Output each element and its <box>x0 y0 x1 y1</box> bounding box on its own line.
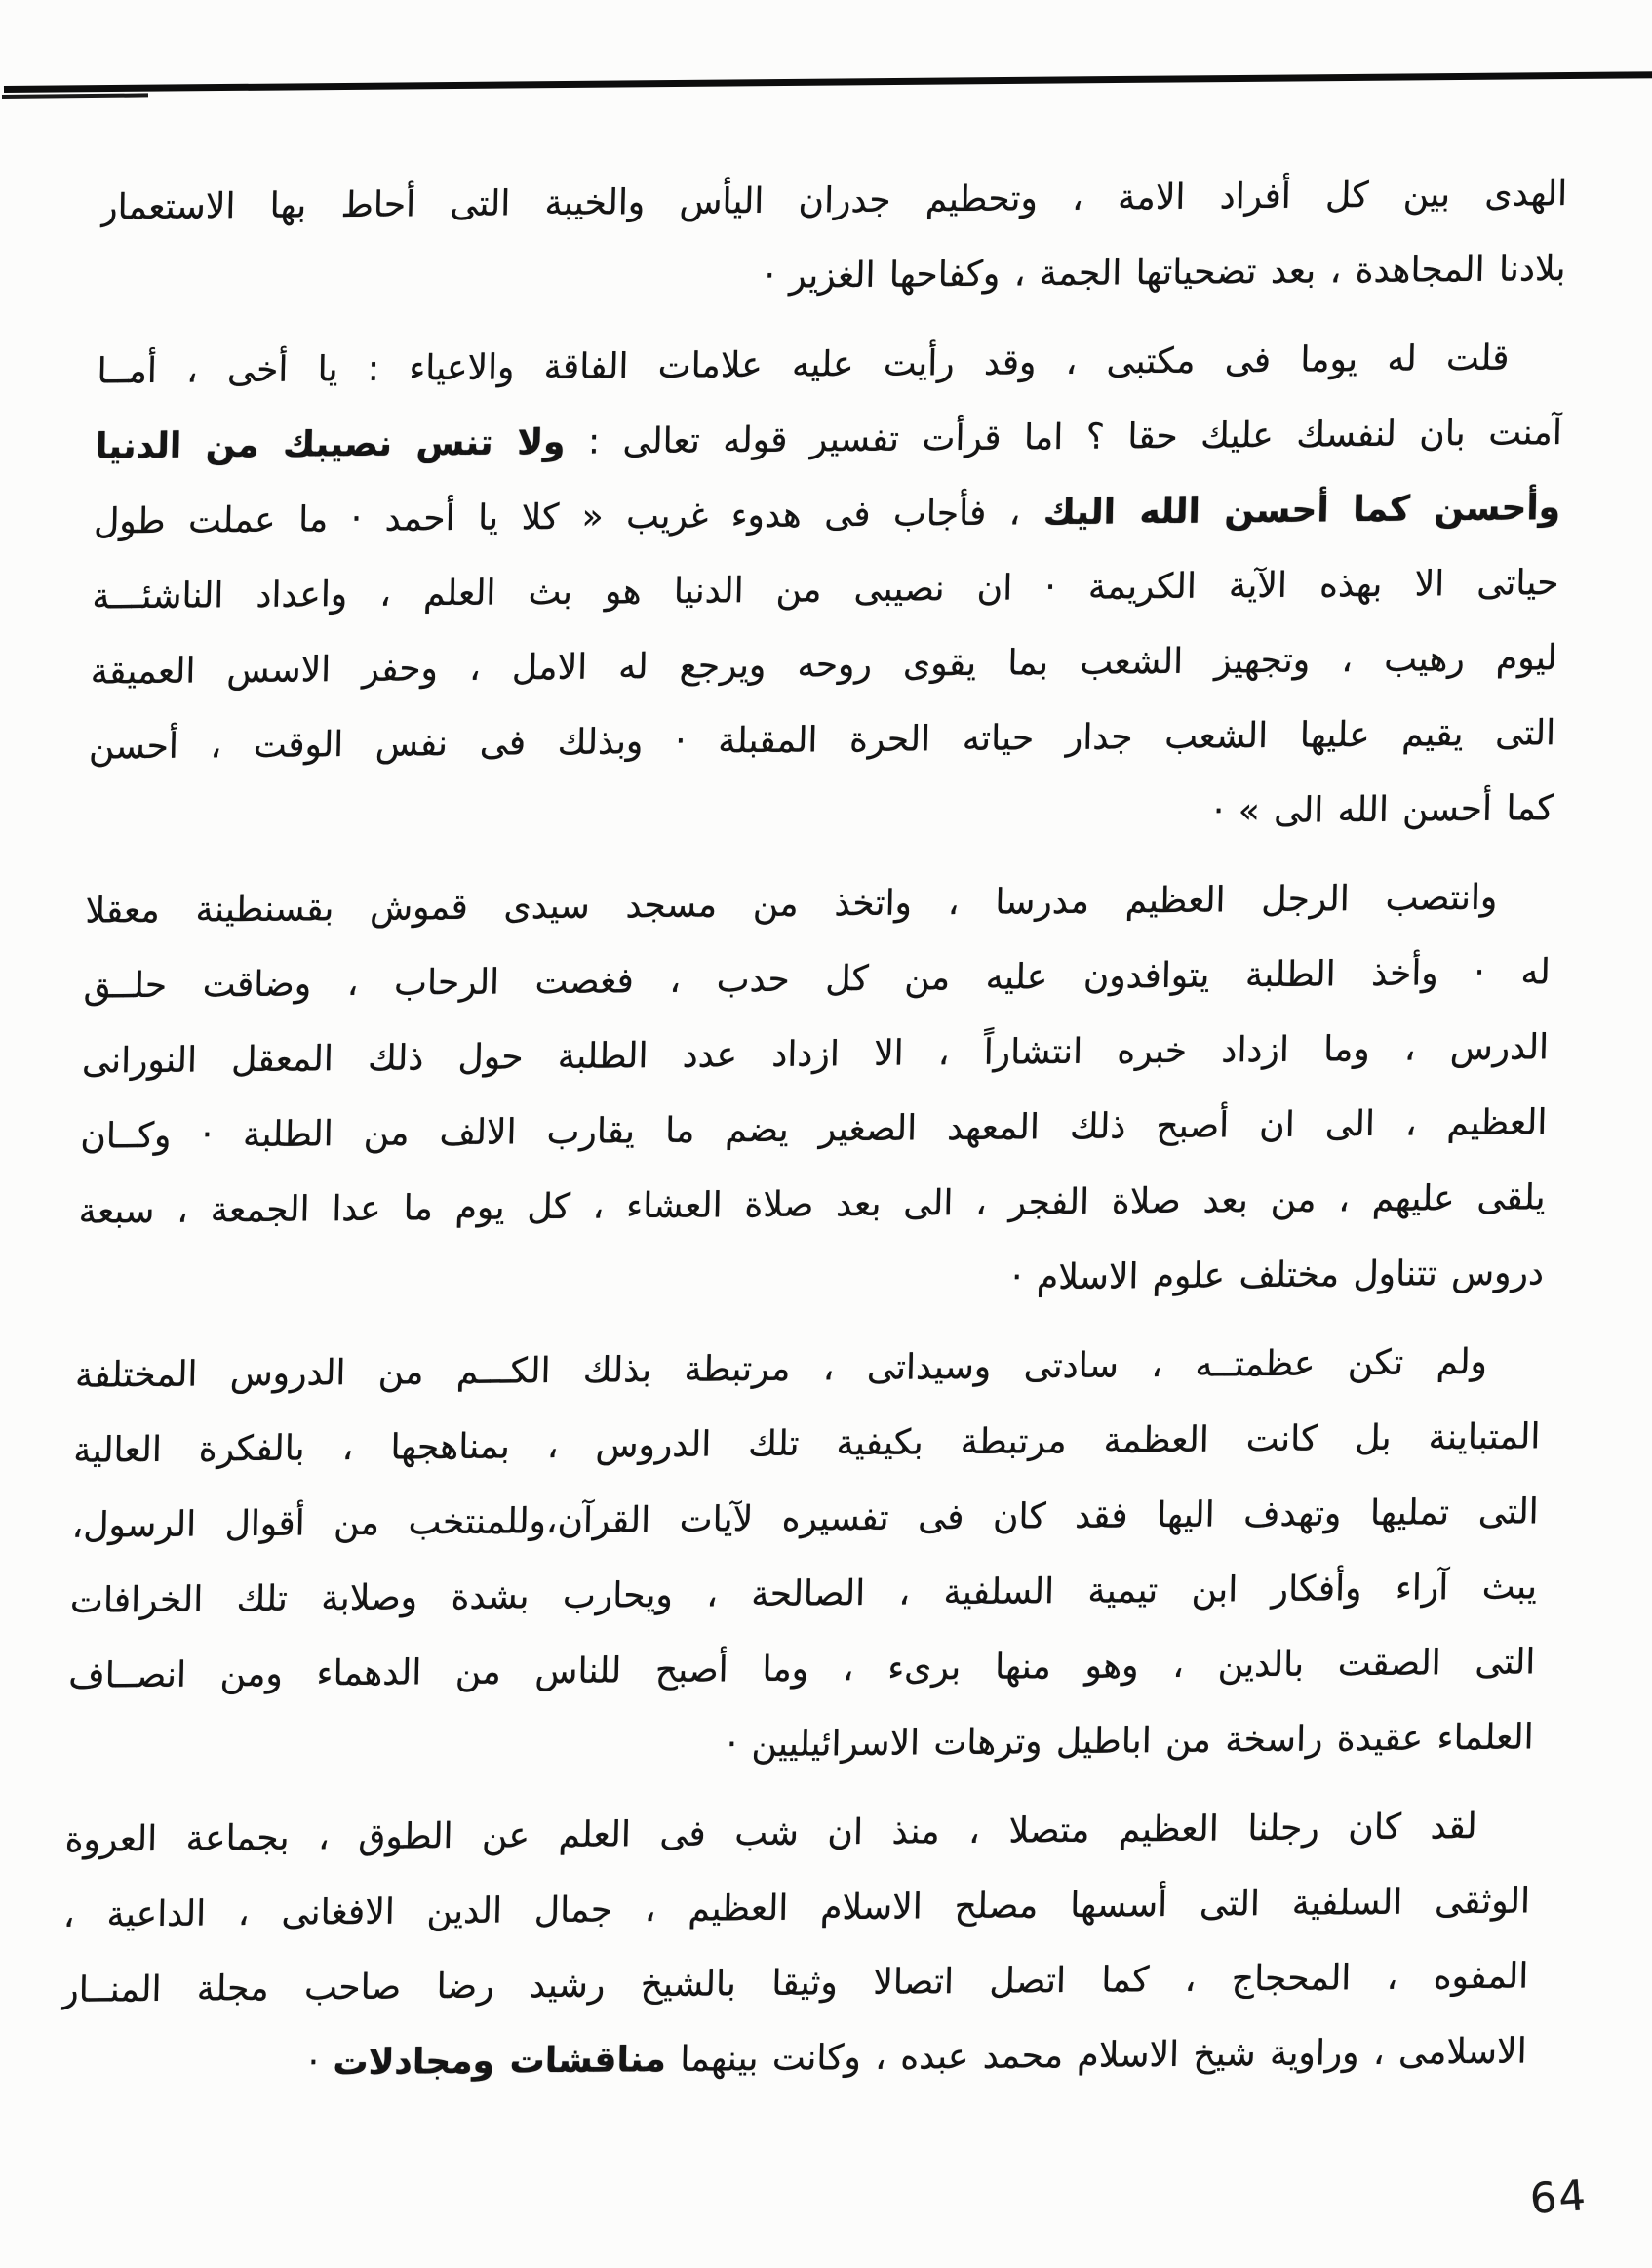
text-segment: له · وأخذ الطلبة يتوافدون عليه من كل حدب ، فغصت الرحاب ، وضاقت حلــق <box>83 952 1552 1007</box>
text-line <box>95 395 1563 484</box>
bold-text-segment: مناقشات ومجادلات <box>333 2039 667 2084</box>
text-segment: بلادنا المجاهدة ، بعد تضحياتها الجمة ، وكفاحها الغزير · <box>764 249 1566 297</box>
top-rule <box>4 71 1652 93</box>
text-segment: الدرس ، وما ازداد خبره انتشاراً ، الا ازداد عدد الطلبة حول ذلك المعقل النورانى <box>81 1027 1550 1082</box>
text-line <box>68 1624 1537 1713</box>
text-line <box>88 696 1556 784</box>
text-line <box>59 2013 1528 2102</box>
text-segment: كما أحسن الله الى » · <box>1212 788 1554 832</box>
text-segment: وانتصب الرجل العظيم مدرسا ، واتخذ من مسجد سيدى قموش بقسنطينة معقلا <box>85 877 1498 932</box>
bold-text-segment: وأحسن كما أحسن الله اليك <box>1042 488 1561 534</box>
text-line <box>66 1699 1535 1788</box>
text-segment: يلقى عليهم ، من بعد صلاة الفجر ، الى بعد صلاة العشاء ، كل يوم ما عدا الجمعة ، سبعة <box>78 1177 1547 1232</box>
text-line <box>80 1085 1549 1174</box>
paragraph <box>87 320 1565 860</box>
text-line <box>73 1399 1542 1488</box>
text-line <box>61 1938 1530 2027</box>
text-block <box>59 156 1568 2117</box>
text-segment: المتباينة بل كانت العظمة مرتبطة بكيفية تلك الدروس ، بمناهجها ، بالفكرة العالية <box>72 1416 1541 1471</box>
text-segment: · <box>307 2043 334 2084</box>
text-segment: يبث آراء وأفكار ابن تيمية السلفية ، الصالحة ، ويحارب بشدة وصلابة تلك الخرافات <box>69 1567 1538 1621</box>
text-segment: ليوم رهيب ، وتجهيز الشعب بما يقوى روحه ويرجع له الامل ، وحفر الاسس العميقة <box>90 638 1558 693</box>
text-line <box>78 1160 1547 1249</box>
text-segment: العلماء عقيدة راسخة من اباطيل وترهات الاسرائيليين · <box>726 1717 1535 1766</box>
text-line <box>97 320 1565 409</box>
text-line <box>74 1324 1543 1413</box>
text-line <box>87 771 1555 859</box>
text-segment: آمنت بان لنفسك عليك حقا ؟ اما قرأت تفسير قوله تعالى : <box>565 413 1563 462</box>
text-line <box>81 1010 1550 1098</box>
text-line <box>69 1549 1538 1638</box>
text-segment: دروس تتناول مختلف علوم الاسلام · <box>1010 1253 1545 1298</box>
text-line <box>99 156 1568 245</box>
text-segment: ولم تكن عظمتــه ، سادتى وسيداتى ، مرتبطة بذلك الكـــم من الدروس المختلفة <box>74 1341 1488 1396</box>
text-line <box>71 1474 1540 1563</box>
text-line <box>83 935 1552 1023</box>
text-segment: ، فأجاب فى هدوء غريب « كلا يا أحمد · ما عملت طول <box>93 493 1044 542</box>
text-segment: المفوه ، المحجاج ، كما اتصل اتصالا وثيقا بالشيخ رشيد رضا صاحب مجلة المنــار <box>60 1956 1529 2010</box>
text-line <box>92 545 1560 634</box>
text-line <box>93 470 1561 559</box>
page-number: 64 <box>1528 2171 1590 2224</box>
paragraph <box>66 1324 1543 1789</box>
text-segment: الاسلامى ، وراوية شيخ الاسلام محمد عبده ، وكانت بينهما <box>665 2031 1528 2080</box>
text-line <box>64 1788 1533 1877</box>
text-segment: الوثقى السلفية التى أسسها مصلح الاسلام العظيم ، جمال الدين الافغانى ، الداعية ، <box>62 1881 1531 1935</box>
text-segment: حياتى الا بهذه الآية الكريمة · ان نصيبى من الدنيا هو بث العلم ، واعداد الناشئـــة <box>92 563 1559 617</box>
paragraph <box>98 156 1568 320</box>
text-line <box>62 1863 1531 1952</box>
text-line <box>85 859 1554 948</box>
text-segment: لقد كان رجلنا العظيم متصلا ، منذ ان شب فى العلم عن الطوق ، بجماعة العروة <box>64 1806 1478 1860</box>
text-segment: قلت له يوما فى مكتبى ، وقد رأيت عليه علامات الفاقة والاعياء : يا أخى ، أمــا <box>97 338 1510 392</box>
text-line <box>90 620 1558 709</box>
paragraph <box>59 1788 1533 2103</box>
text-segment: الهدى بين كل أفراد الامة ، وتحطيم جدران اليأس والخيبة التى أحاط بها الاستعمار <box>99 174 1568 228</box>
text-segment: العظيم ، الى ان أصبح ذلك المعهد الصغير يضم ما يقارب الالف من الطلبة · وكــان <box>80 1102 1548 1157</box>
paragraph <box>76 859 1553 1325</box>
text-segment: التى الصقت بالدين ، وهو منها برىء ، وما أصبح للناس من الدهماء ومن انصــاف <box>67 1642 1536 1696</box>
text-line <box>76 1235 1545 1324</box>
text-segment: التى تمليها وتهدف اليها فقد كان فى تفسيره لآيات القرآن،وللمنتخب من أقوال الرسول، <box>71 1492 1540 1546</box>
bold-text-segment: ولا تنس نصيبك من الدنيا <box>95 421 566 467</box>
top-rule-artifact <box>2 93 148 99</box>
text-segment: التى يقيم عليها الشعب جدار حياته الحرة المقبلة · وبذلك فى نفس الوقت ، أحسن <box>88 713 1556 768</box>
text-line <box>98 231 1567 320</box>
